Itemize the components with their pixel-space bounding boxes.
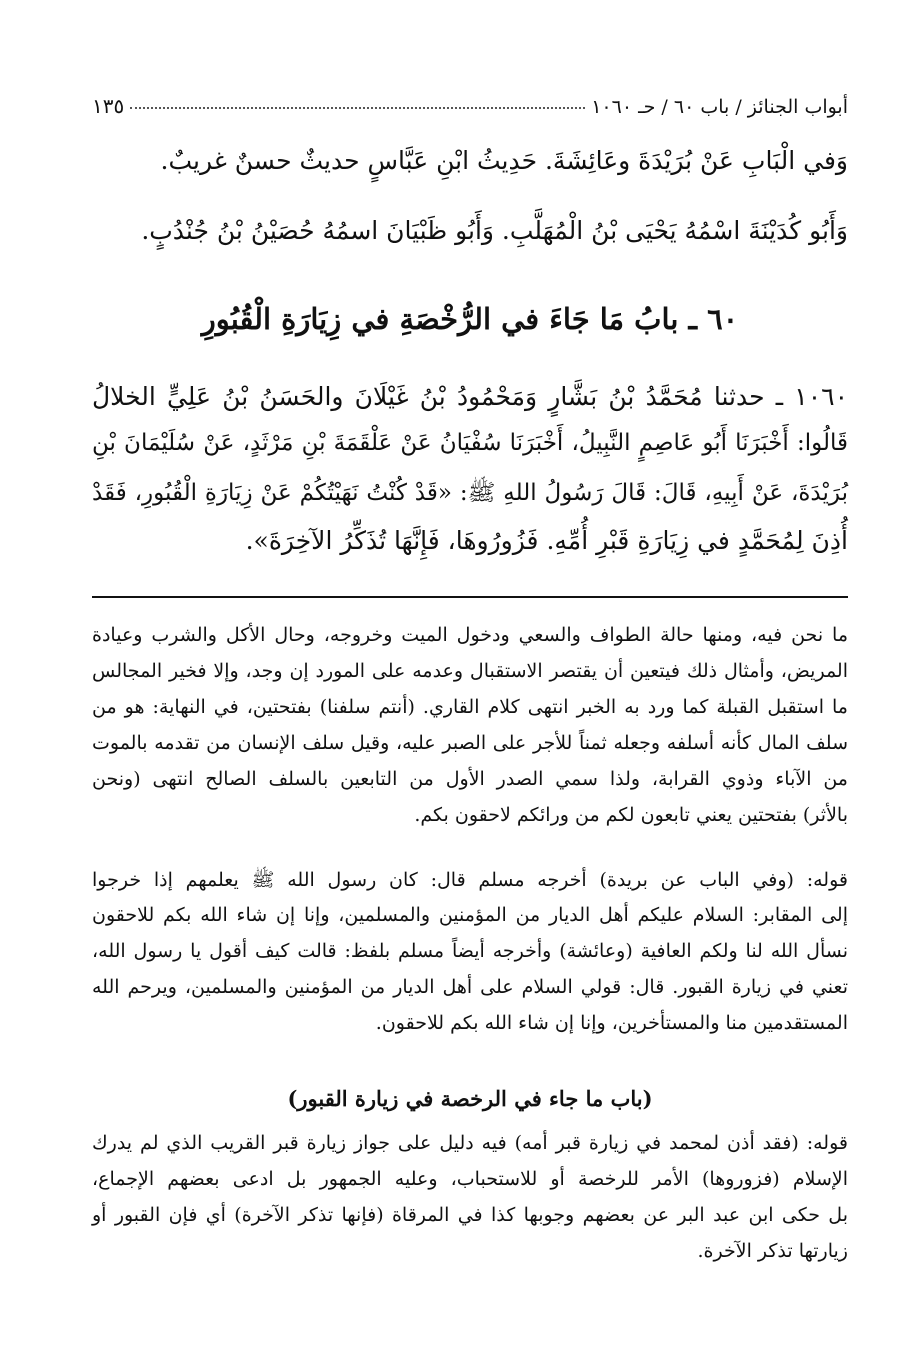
hadith-line: بُرَيْدَةَ، عَنْ أَبِيهِ، قَالَ: قَالَ رَسُولُ اللهِ ﷺ: «قَدْ كُنْتُ نَهَيْتُكُمْ عَنْ زِيَارَةِ الْقُبُورِ، فَقَدْ: [92, 480, 848, 506]
commentary-line: ما نحن فيه، ومنها حالة الطواف والسعي ودخول الميت وخروجه، وحال الأكل والشرب وعيادة: [92, 624, 848, 646]
commentary-line: المستقدمين منا والمستأخرين، وإنا إن شاء الله بكم للاحقون.: [375, 1012, 848, 1034]
hadith-line: قَالُوا: أَخْبَرَنَا أَبُو عَاصِمٍ النَّبِيلُ، أَخْبَرَنَا سُفْيَانُ عَنْ عَلْقَمَةَ بْنِ مَرْثَدٍ، عَنْ سُلَيْمَانَ بْنِ: [92, 430, 848, 456]
commentary-line: تعني في زيارة القبور. قال: قولي السلام على أهل الديار من المؤمنين والمسلمين، ويرحم الله: [92, 976, 848, 998]
hadith-line: ١٠٦٠ ـ حدثنا مُحَمَّدُ بْنُ بَشَّارٍ وَمَحْمُودُ بْنُ غَيْلَانَ والحَسَنُ بْنُ عَلِيٍّ الخلالُ: [92, 382, 848, 411]
intro-line: وَفي الْبَابِ عَنْ بُرَيْدَةَ وعَائِشَةَ. حَدِيثُ ابْنِ عَبَّاسٍ حديثٌ حسنٌ غريبٌ.: [160, 146, 848, 175]
commentary-line: إلى المقابر: السلام عليكم أهل الديار من المؤمنين والمسلمين، وإنا إن شاء الله بكم للاحقون: [92, 904, 848, 926]
chapter-heading: ٦٠ ـ بابُ مَا جَاءَ في الرُّخْصَةِ في زِيَارَةِ الْقُبُورِ: [201, 302, 739, 336]
running-header: [92, 82, 848, 118]
commentary-line: نسأل الله لنا ولكم العافية (وعائشة) وأخرجه أيضاً مسلم بلفظ: قالت كيف أقول يا رسول الله،: [92, 940, 848, 962]
page-number: ١٣٥: [92, 94, 125, 118]
commentary-line: سلف المال كأنه أسلفه وجعله ثمناً للأجر على الصبر عليه، وقيل سلف الإنسان من تقدمه بالموت: [92, 732, 848, 754]
commentary-line: بالأثر) بفتحتين يعني تابعون لكم من ورائكم لاحقون بكم.: [414, 804, 848, 826]
header-title: أبواب الجنائز / باب ٦٠ / حـ ١٠٦٠: [591, 96, 848, 118]
commentary-line: قوله: (فقد أذن لمحمد في زيارة قبر أمه) فيه دليل على جواز زيارة قبر القريب الذي لم يدرك: [92, 1132, 848, 1154]
commentary-line: من الآباء وذوي القرابة، ولذا سمي الصدر الأول من التابعين بالسلف الصالح انتهى (ونحن: [92, 768, 848, 790]
commentary-line: زيارتها تذكر الآخرة.: [697, 1240, 848, 1262]
header-dotted-leader: [130, 107, 585, 109]
commentary-line: الإسلام (فزوروها) الأمر للرخصة أو للاستحباب، وعليه الجمهور بل ادعى بعضهم الإجماع،: [92, 1168, 848, 1190]
commentary-subheading: (باب ما جاء في الرخصة في زيارة القبور): [287, 1086, 653, 1111]
commentary-line: ما استقبل القبلة كما ورد به الخبر انتهى كلام القاري. (أنتم سلفنا) بفتحتين، في النهاية: هو من: [92, 696, 848, 718]
hadith-line: أُذِنَ لِمُحَمَّدٍ في زِيَارَةِ قَبْرِ أُمِّهِ. فَزُورُوهَا، فَإِنَّهَا تُذَكِّرُ الآخِرَةَ».: [245, 526, 848, 555]
intro-line: وَأَبُو كُدَيْنَةَ اسْمُهُ يَحْيَى بْنُ الْمُهَلَّبِ. وَأَبُو ظَبْيَانَ اسمُهُ حُصَيْنُ بْنُ جُنْدُبٍ.: [141, 216, 848, 245]
commentary-line: بل حكى ابن عبد البر عن بعضهم وجوبها كذا في المرقاة (فإنها تذكر الآخرة) أي فإن القبور أو: [92, 1204, 848, 1226]
commentary-line: المريض، وأمثال ذلك فيتعين أن يقتصر الاستقبال وعدمه على المورد إن وجد، وإلا فخير المجالس: [92, 660, 848, 682]
footnote-separator: [92, 596, 848, 598]
commentary-line: قوله: (وفي الباب عن بريدة) أخرجه مسلم قال: كان رسول الله ﷺ يعلمهم إذا خرجوا: [92, 869, 848, 891]
